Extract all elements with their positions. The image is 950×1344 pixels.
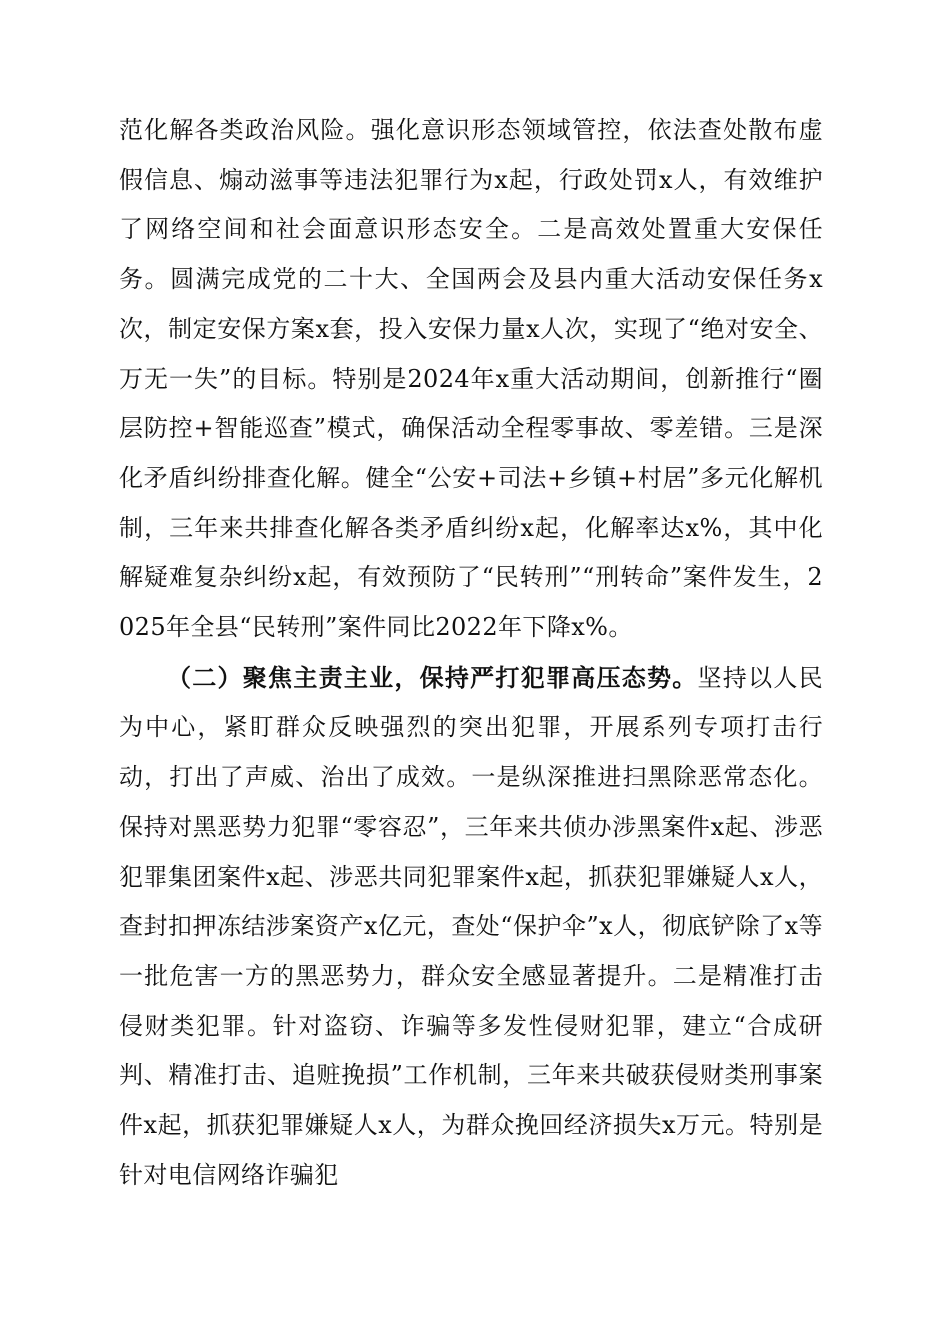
paragraph-continued: 范化解各类政治风险。强化意识形态领域管控，依法查处散布虚假信息、煽动滋事等违法犯罪行为x起，行政处罚x人，有效维护了网络空间和社会面意识形态安全。二是高效处置重大安保任务。圆满完成党的二十大、全国两会及县内重大活动安保任务x次，制定安保方案x套，投入安保力量x人次，实现了“绝对安全、万无一失”的目标。特别是2024年x重大活动期间，创新推行“圈层防控+智能巡查”模式，确保活动全程零事故、零差错。三是深化矛盾纠纷排查化解。健全“公安+司法+乡镇+村居”多元化解机制，三年来共排查化解各类矛盾纠纷x起，化解率达x%，其中化解疑难复杂纠纷x起，有效预防了“民转刑”“刑转命”案件发生，2025年全县“民转刑”案件同比2022年下降x%。 (119, 116, 823, 642)
paragraph-section-two (119, 653, 823, 1201)
body-text (119, 106, 823, 1200)
section-heading-two: （二）聚焦主责主业，保持严打犯罪高压态势。 (167, 662, 698, 692)
section-two-body: 坚持以人民为中心，紧盯群众反映强烈的突出犯罪，开展系列专项打击行动，打出了声威、治出了成效。一是纵深推进扫黑除恶常态化。保持对黑恶势力犯罪“零容忍”，三年来共侦办涉黑案件x起、涉恶犯罪集团案件x起、涉恶共同犯罪案件x起，抓获犯罪嫌疑人x人，查封扣押冻结涉案资产x亿元，查处“保护伞”x人，彻底铲除了x等一批危害一方的黑恶势力，群众安全感显著提升。二是精准打击侵财类犯罪。针对盗窃、诈骗等多发性侵财犯罪，建立“合成研判、精准打击、追赃挽损”工作机制，三年来共破获侵财类刑事案件x起，抓获犯罪嫌疑人x人，为群众挽回经济损失x万元。特别是针对电信网络诈骗犯 (119, 663, 824, 1189)
